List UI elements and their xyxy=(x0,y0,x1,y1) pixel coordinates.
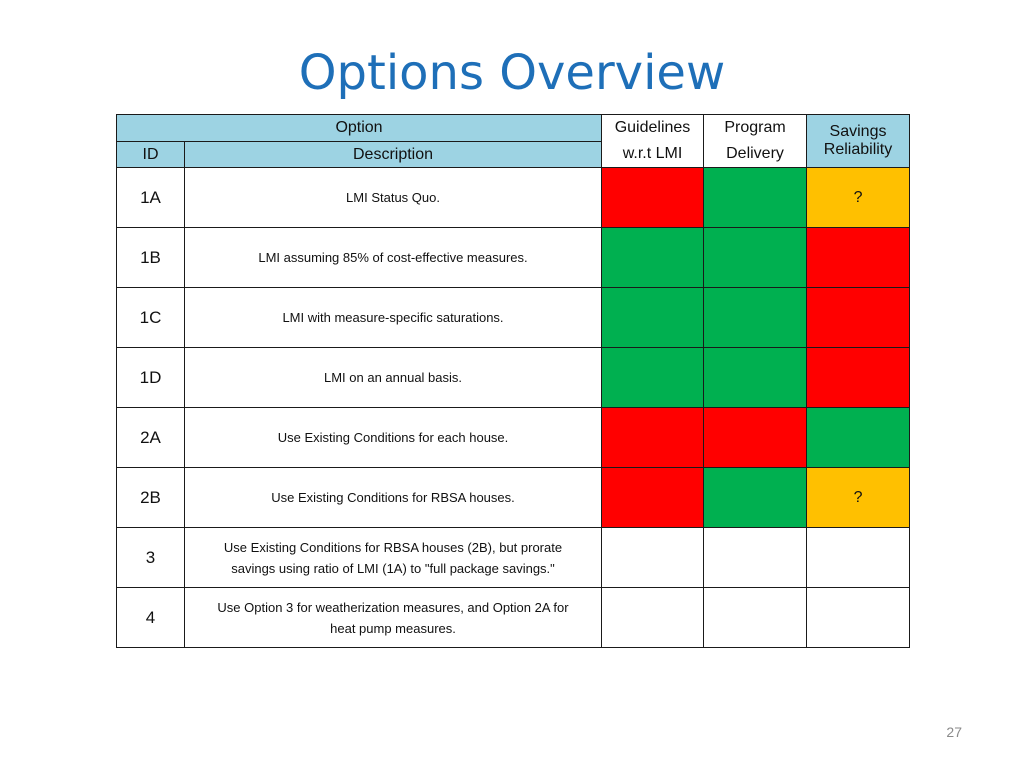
guidelines-status-cell xyxy=(602,408,704,468)
option-header: Option xyxy=(117,115,602,142)
option-description: LMI on an annual basis. xyxy=(185,348,602,408)
page-number: 27 xyxy=(946,724,962,740)
guidelines-status-cell xyxy=(602,528,704,588)
option-id: 4 xyxy=(117,588,185,648)
option-id: 1A xyxy=(117,168,185,228)
table-row xyxy=(117,168,910,228)
savings-reliability-status-cell xyxy=(807,228,910,288)
guidelines-header xyxy=(602,115,704,168)
option-description: Use Existing Conditions for each house. xyxy=(185,408,602,468)
option-description-line2: heat pump measures. xyxy=(330,620,456,636)
option-id: 1C xyxy=(117,288,185,348)
guidelines-header-line1: Guidelines xyxy=(614,119,691,136)
savings-header-line2: Reliability xyxy=(823,141,893,158)
options-table xyxy=(116,114,910,648)
guidelines-status-cell xyxy=(602,588,704,648)
option-description xyxy=(185,588,602,648)
id-header: ID xyxy=(117,142,185,168)
program-delivery-status-cell xyxy=(704,348,807,408)
guidelines-status-cell xyxy=(602,228,704,288)
program-delivery-status-cell xyxy=(704,228,807,288)
table-row xyxy=(117,588,910,648)
option-description-line2: savings using ratio of LMI (1A) to "full package savings." xyxy=(231,560,555,576)
description-header: Description xyxy=(185,142,602,168)
program-delivery-status-cell xyxy=(704,168,807,228)
option-description xyxy=(185,528,602,588)
program-header-line2: Delivery xyxy=(726,145,784,162)
program-header-line1: Program xyxy=(724,119,786,136)
table-row xyxy=(117,408,910,468)
option-id: 1B xyxy=(117,228,185,288)
guidelines-status-cell xyxy=(602,288,704,348)
slide-title: Options Overview xyxy=(298,45,726,101)
option-description-line1: Use Existing Conditions for RBSA houses (2B), but prorate xyxy=(223,539,563,555)
savings-reliability-status-cell xyxy=(807,528,910,588)
table-row xyxy=(117,528,910,588)
savings-reliability-status-cell xyxy=(807,588,910,648)
guidelines-header-line2: w.r.t LMI xyxy=(622,145,683,162)
savings-reliability-status-cell xyxy=(807,288,910,348)
option-id: 2B xyxy=(117,468,185,528)
program-delivery-header xyxy=(704,115,807,168)
program-delivery-status-cell xyxy=(704,528,807,588)
program-delivery-status-cell xyxy=(704,408,807,468)
option-id: 1D xyxy=(117,348,185,408)
table-row xyxy=(117,228,910,288)
savings-reliability-status-cell xyxy=(807,408,910,468)
savings-header-line1: Savings xyxy=(829,123,887,140)
option-id: 2A xyxy=(117,408,185,468)
option-description: Use Existing Conditions for RBSA houses. xyxy=(185,468,602,528)
guidelines-status-cell xyxy=(602,468,704,528)
option-description: LMI with measure-specific saturations. xyxy=(185,288,602,348)
program-delivery-status-cell xyxy=(704,468,807,528)
program-delivery-status-cell xyxy=(704,588,807,648)
table-row xyxy=(117,288,910,348)
option-description: LMI assuming 85% of cost-effective measures. xyxy=(185,228,602,288)
savings-reliability-header xyxy=(807,115,910,168)
option-id: 3 xyxy=(117,528,185,588)
guidelines-status-cell xyxy=(602,348,704,408)
savings-reliability-status-cell: ? xyxy=(807,468,910,528)
option-description: LMI Status Quo. xyxy=(185,168,602,228)
table-row xyxy=(117,348,910,408)
program-delivery-status-cell xyxy=(704,288,807,348)
guidelines-status-cell xyxy=(602,168,704,228)
savings-reliability-status-cell xyxy=(807,348,910,408)
savings-reliability-status-cell: ? xyxy=(807,168,910,228)
table-row xyxy=(117,468,910,528)
option-description-line1: Use Option 3 for weatherization measures, and Option 2A for xyxy=(217,599,569,615)
